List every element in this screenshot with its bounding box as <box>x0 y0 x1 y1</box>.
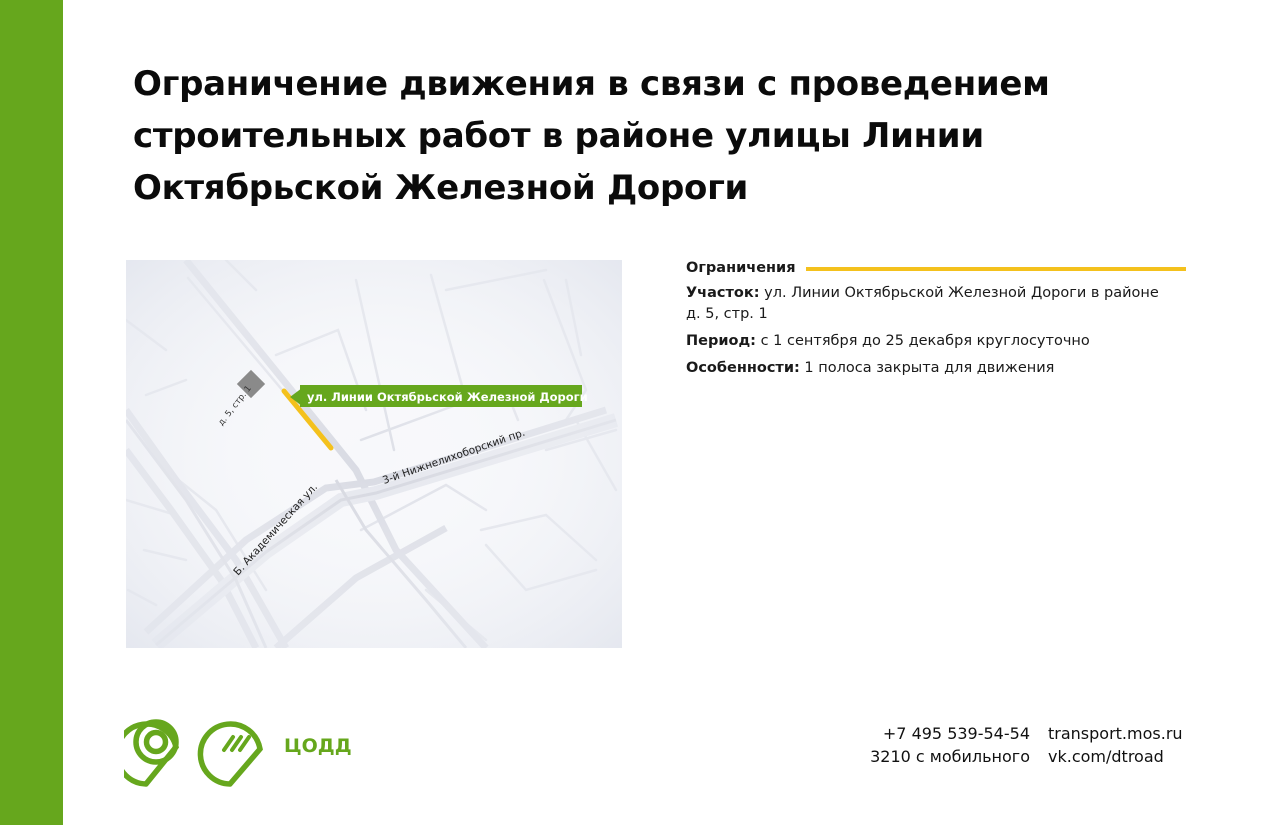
street-callout <box>290 385 588 407</box>
map-vignette <box>126 260 622 648</box>
section-value: ул. Линии Октябрьской Железной Дороги в районе д. 5, стр. 1 <box>686 285 1159 322</box>
period-value: с 1 сентября до 25 декабря круглосуточно <box>760 333 1090 349</box>
road-label-nizhnelikhoborsky: 3-й Нижнелихоборский пр. <box>381 426 527 487</box>
map <box>126 260 622 648</box>
logos-svg <box>124 709 364 789</box>
restrictions-heading-text: Ограничения <box>686 260 796 276</box>
road-label-akademicheskaya: Б. Академическая ул. <box>231 481 321 579</box>
green-side-bar <box>0 0 63 825</box>
section-label: Участок: <box>686 285 760 301</box>
moscow-transport-logo <box>124 722 176 784</box>
mobile-number: 3210 с мобильного <box>870 747 1030 766</box>
vk-link[interactable]: vk.com/dtroad <box>1048 747 1164 766</box>
section-row <box>686 283 1166 325</box>
features-value: 1 полоса закрыта для движения <box>804 360 1055 376</box>
map-svg <box>126 260 622 648</box>
site-link[interactable]: transport.mos.ru <box>1048 724 1183 743</box>
page-title: Ограничение движения в связи с проведением строительных работ в районе улицы Линии Октябрьской Железной Дороги <box>133 64 1050 208</box>
web-contacts <box>1048 722 1218 768</box>
period-row <box>686 331 1166 352</box>
phone-number[interactable]: +7 495 539-54-54 <box>882 724 1030 743</box>
features-row <box>686 358 1166 379</box>
features-label: Особенности: <box>686 360 800 376</box>
building-label: д. 5, стр. 1 <box>216 383 254 428</box>
street-callout-label: ул. Линии Октябрьской Железной Дороги <box>307 390 588 404</box>
heading-yellow-line <box>806 267 1186 271</box>
codd-logo-mark <box>200 724 260 784</box>
restrictions-heading <box>686 258 1186 279</box>
period-label: Период: <box>686 333 756 349</box>
phone-contacts <box>860 722 1030 768</box>
restrictions-info <box>686 258 1186 385</box>
codd-logo-text: ЦОДД <box>284 735 352 757</box>
footer-logos <box>124 709 364 789</box>
